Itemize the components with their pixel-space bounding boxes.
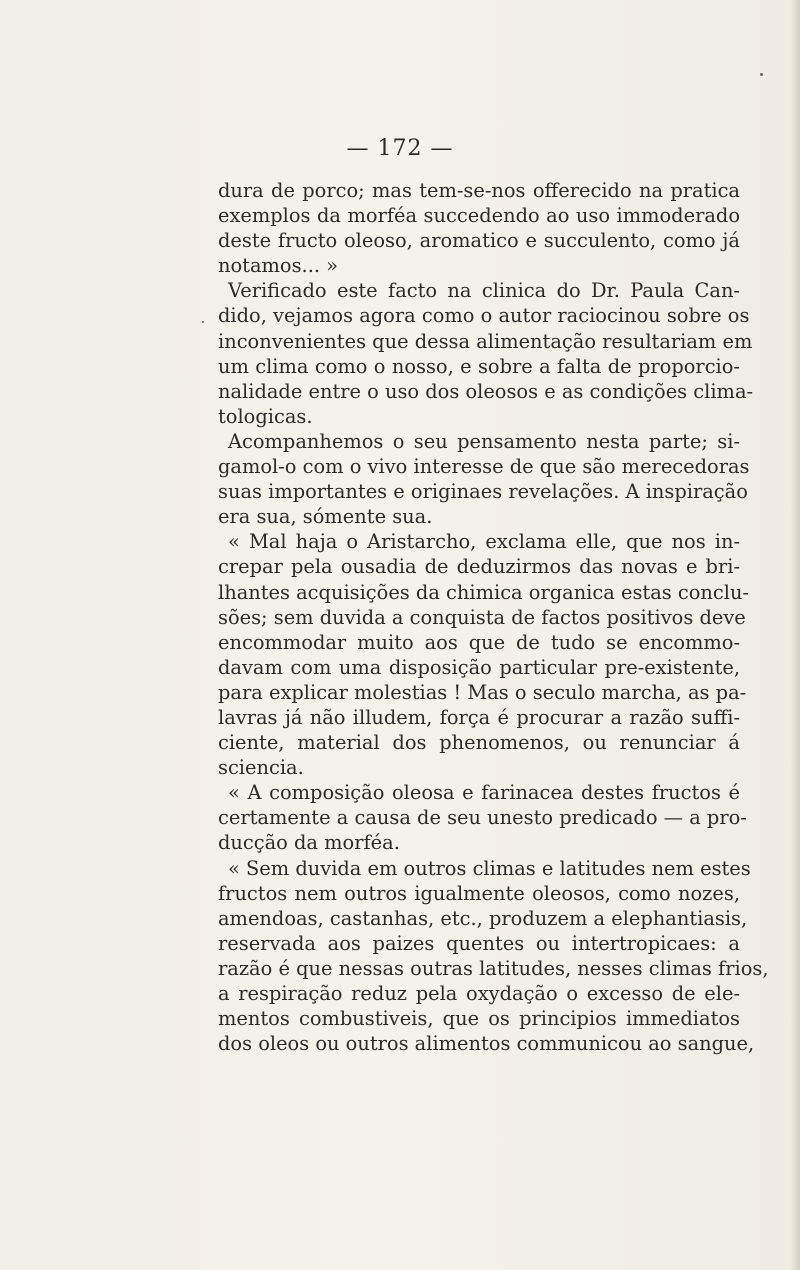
- text-line: Acompanhemos o seu pensamento nesta parte; si-: [228, 429, 740, 453]
- text-line: Verificado este facto na clinica do Dr. Paula Can-: [228, 279, 740, 303]
- text-line: reservada aos paizes quentes ou intertropicaes: a: [218, 931, 740, 955]
- text-line: a respiração reduz pela oxydação o excesso de ele-: [218, 982, 740, 1005]
- text-line: suas importantes e originaes revelações. A inspiração: [218, 480, 748, 504]
- text-line: inconvenientes que dessa alimentação resultariam em: [218, 329, 753, 353]
- text-line: nalidade entre o uso dos oleosos e as condições clima-: [218, 379, 754, 403]
- paper-speck: [202, 321, 204, 323]
- text-line: lhantes acquisições da chimica organica estas conclu-: [218, 580, 749, 604]
- text-line: deste fructo oleoso, aromatico e succulento, como já: [218, 229, 740, 253]
- text-line: para explicar molestias ! Mas o seculo marcha, as pa-: [218, 680, 747, 704]
- text-line: um clima como o nosso, e sobre a falta de proporcio-: [218, 354, 740, 378]
- text-line: « A composição oleosa e farinacea destes fructos é: [228, 781, 740, 805]
- text-line: « Mal haja o Aristarcho, exclama elle, que nos in-: [228, 530, 740, 554]
- text-line: sões; sem duvida a conquista de factos positivos deve: [218, 605, 746, 629]
- text-line: gamol-o com o vivo interesse de que são merecedoras: [218, 455, 750, 479]
- text-line: razão é que nessas outras latitudes, nesses climas frios,: [218, 956, 769, 980]
- text-line: notamos... »: [218, 254, 339, 278]
- paper-speck: [760, 73, 763, 76]
- text-line: mentos combustiveis, que os principios immediatos: [218, 1007, 740, 1031]
- text-line: sciencia.: [218, 756, 304, 780]
- page-number: — 172 —: [346, 136, 454, 161]
- text-line: dura de porco; mas tem-se-nos offerecido na pratica: [218, 179, 740, 202]
- text-line: ciente, material dos phenomenos, ou renunciar á: [218, 731, 740, 755]
- text-line: tologicas.: [218, 404, 313, 428]
- text-line: encommodar muito aos que de tudo se encommo-: [218, 630, 740, 654]
- text-line: certamente a causa de seu unesto predicado — a pro-: [218, 806, 747, 830]
- body-text: [218, 178, 769, 1056]
- text-line: fructos nem outros igualmente oleosos, como nozes,: [218, 881, 740, 905]
- page-edge-shadow: [790, 0, 800, 1270]
- text-line: crepar pela ousadia de deduzirmos das novas e bri-: [218, 555, 740, 579]
- text-line: lavras já não illudem, força é procurar a razão suffi-: [218, 705, 740, 729]
- text-line: exemplos da morféa succedendo ao uso immoderado: [218, 204, 740, 228]
- text-line: amendoas, castanhas, etc., produzem a elephantiasis,: [218, 906, 748, 930]
- text-line: ducção da morféa.: [218, 831, 400, 855]
- text-line: dido, vejamos agora como o autor raciocinou sobre os: [218, 304, 750, 328]
- text-line: era sua, sómente sua.: [218, 505, 433, 529]
- text-line: dos oleos ou outros alimentos communicou ao sangue,: [218, 1032, 755, 1056]
- text-line: davam com uma disposição particular pre-existente,: [218, 655, 740, 679]
- text-line: « Sem duvida em outros climas e latitudes nem estes: [228, 856, 751, 880]
